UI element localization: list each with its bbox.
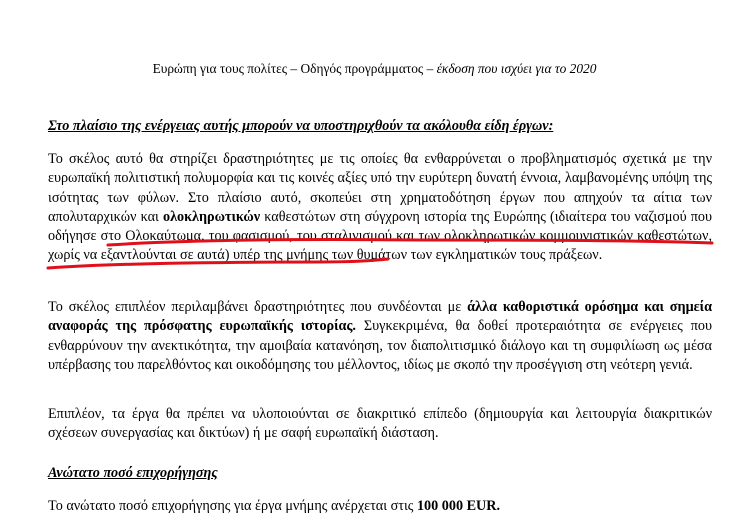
paragraph-bold: άλλα καθοριστικά ορόσημα και σημεία αναφοράς της πρόσφατης ευρωπαϊκής ιστορίας. bbox=[48, 299, 712, 335]
paragraph-bold: ολοκληρωτικών bbox=[162, 208, 261, 225]
paragraph-max-grant bbox=[48, 497, 712, 516]
paragraph-text: Συγκεκριμένα, θα δοθεί προτεραιότητα σε ενέργειες που ενθαρρύνουν την ανεκτικότητα, την αμοιβαία κατανόηση, τον διαπολιτισμικό διάλογο και τη συμφιλίωση ως μέσα υπέρβασης του παρελθόντος και οικοδόμησης του μέλλοντος, ιδίως με σκοπό την προσέγγιση στη νεότερη γενιά. bbox=[48, 318, 712, 373]
grant-amount: 100 000 EUR. bbox=[416, 498, 501, 514]
paragraph-transnational: Επιπλέον, τα έργα θα πρέπει να υλοποιούνται σε διακριτικό επίπεδο (δημιουργία και λειτουργία διακριτικών σχέσεων συνεργασίας και δικτύων) ή με σαφή ευρωπαϊκή διάσταση. bbox=[48, 406, 712, 442]
section-heading-max-grant: Ανώτατο ποσό επιχορήγησης bbox=[48, 465, 218, 481]
paragraph-text: καθεστώτων στη σύγχρονη ιστορία της Ευρώπης (ιδιαίτερα του ναζισμού που οδήγησε στο Ολοκαύτωμα, του φασισμού, του σταλινισμού και των ολοκληρωτικών κομμουνιστικών καθεστώτων, χωρίς να εξαντλούνται σε αυτά) υπέρ της μνήμης των θυμάτων των εγκληματικών τους πράξεων. bbox=[48, 208, 712, 264]
paragraph-text: Το ανώτατο ποσό επιχορήγησης για έργα μνήμης ανέρχεται στις bbox=[48, 498, 417, 514]
header-title: Ευρώπη για τους πολίτες – Οδηγός προγράμματος – bbox=[152, 61, 437, 76]
document-header bbox=[0, 60, 749, 78]
section-heading-project-types: Στο πλαίσιο της ενέργειας αυτής μπορούν να υποστηριχθούν τα ακόλουθα είδη έργων: bbox=[48, 118, 554, 134]
paragraph-remembrance-strand bbox=[48, 150, 712, 266]
paragraph-text: Το σκέλος αυτό θα στηρίζει δραστηριότητες με τις οποίες θα ενθαρρύνεται ο προβληματισμός σχετικά με την ευρωπαϊκή πολιτιστική πολυμορφία και τις κοινές αξίες υπό την ευρύτερη δυνατή έννοια, λαμβανομένης υπόψη της ισότητας των φύλων. Στο πλαίσιο αυτό, σκοπεύει στη χρηματοδότηση έργων που απηχούν τα αίτια των απολυταρχικών και bbox=[48, 151, 712, 225]
paragraph-milestones bbox=[48, 298, 712, 375]
paragraph-text: Το σκέλος επιπλέον περιλαμβάνει δραστηριότητες που συνδέονται με bbox=[48, 299, 468, 315]
header-edition: έκδοση που ισχύει για το 2020 bbox=[436, 61, 597, 76]
